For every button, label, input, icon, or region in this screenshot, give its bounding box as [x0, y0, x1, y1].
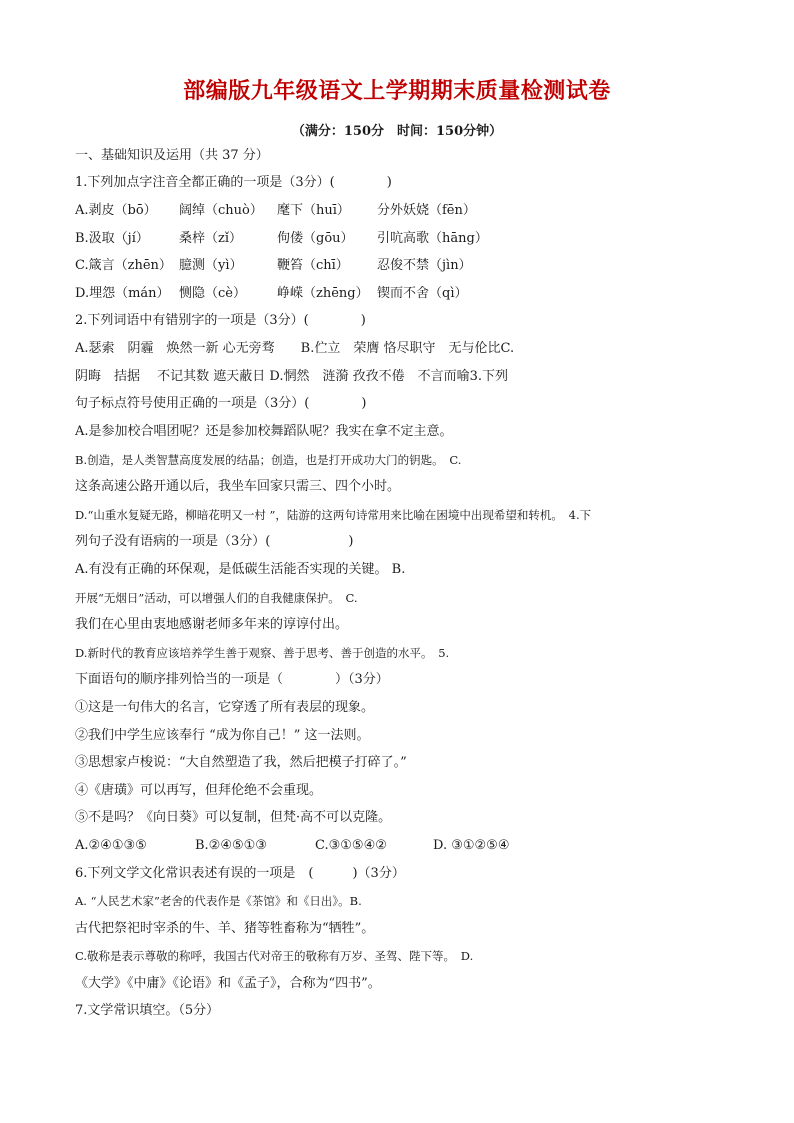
question-6-option-d: 《大学》《中庸》《论语》和《孟子》，合称为“四书”。: [75, 976, 381, 991]
question-3-option-d: D.“山重水复疑无路，柳暗花明又一村 ”，陆游的这两句诗常用来比喻在困境中出现希望和转机。 4.下: [75, 508, 592, 522]
question-6-stem: 6.下列文学文化常识表述有误的一项是 ( )（3分）: [75, 866, 405, 881]
option-item: 恻隐（cè）: [179, 286, 246, 301]
question-5-sentence-2: ②我们中学生应该奉行 “成为你自己！” 这一法则。: [75, 728, 370, 743]
option-item: 峥嵘（zhēng）: [277, 286, 369, 301]
question-2-line-2: 阴晦 拮据 不记其数 遮天蔽日 D.惘然 涟漪 孜孜不倦 不言而喻3.下列: [75, 369, 509, 384]
question-3-option-b: B.创造，是人类智慧高度发展的结晶；创造，也是打开成功大门的钥匙。 C.: [75, 453, 462, 467]
question-4-option-a: A.有没有正确的环保观，是低碳生活能否实现的关键。 B.: [75, 562, 406, 577]
option-item: 引吭高歌（hāng）: [377, 231, 488, 246]
question-4-option-b: 开展“无烟日”活动，可以增强人们的自我健康保护。 C.: [75, 591, 358, 605]
question-5-sentence-5: ⑤不是吗？《向日葵》可以复制，但梵·高不可以克隆。: [75, 810, 392, 825]
question-7-stem: 7.文学常识填空。（5分）: [75, 1003, 220, 1018]
question-4-stem: 列句子没有语病的一项是（3分）( ): [75, 534, 354, 549]
page-subtitle: （满分：150分 时间：150分钟）: [291, 124, 503, 139]
page-title: 部编版九年级语文上学期期末质量检测试卷: [183, 79, 611, 104]
question-4-option-d: D.新时代的教育应该培养学生善于观察、善于思考、善于创造的水平。 5.: [75, 646, 450, 660]
option-item: 臆测（yì）: [179, 258, 243, 273]
option-item: 鞭笞（chī）: [277, 258, 349, 273]
option-item: B.②④⑤①③: [195, 838, 267, 853]
question-3-stem: 句子标点符号使用正确的一项是（3分）( ): [75, 396, 367, 411]
option-item: 分外妖娆（fēn）: [377, 203, 476, 218]
option-item: 佝偻（gōu）: [277, 231, 354, 246]
question-3-option-c: 这条高速公路开通以后，我坐车回家只需三、四个小时。: [75, 479, 401, 494]
option-item: 锲而不舍（qì）: [377, 286, 468, 301]
section-heading: 一、基础知识及运用（共 37 分）: [75, 148, 269, 163]
option-item: A.剥皮（bō）: [75, 203, 157, 218]
option-item: B.汲取（jí）: [75, 231, 149, 246]
question-5-sentence-3: ③思想家卢梭说：“大自然塑造了我，然后把模子打碎了。”: [75, 755, 407, 770]
question-1-option-b: [75, 230, 497, 248]
question-5-options: [75, 837, 510, 855]
question-6-option-b: 古代把祭祀时宰杀的牛、羊、猪等牲畜称为“牺牲”。: [75, 921, 375, 936]
question-5-sentence-1: ①这是一句伟大的名言，它穿透了所有表层的现象。: [75, 700, 375, 715]
option-item: A.②④①③⑤: [75, 838, 147, 853]
question-1-stem: 1.下列加点字注音全都正确的一项是（3分）( ): [75, 175, 392, 190]
option-item: 桑梓（zǐ）: [179, 231, 243, 246]
question-2-stem: 2.下列词语中有错别字的一项是（3分）( ): [75, 313, 366, 328]
question-6-option-a: A. “人民艺术家”老舍的代表作是《茶馆》和《日出》。B.: [75, 894, 362, 908]
question-5-sentence-4: ④《唐璜》可以再写，但拜伦绝不会重现。: [75, 783, 323, 798]
option-item: 阔绰（chuò）: [179, 203, 263, 218]
question-3-option-a: A.是参加校合唱团呢？还是参加校舞蹈队呢？我实在拿不定主意。: [75, 424, 453, 439]
option-item: D.埋怨（mán）: [75, 286, 170, 301]
question-2-line-1: A.瑟索 阴霾 焕然一新 心无旁骛 B.伫立 荣膺 恪尽职守 无与伦比C.: [75, 341, 515, 356]
option-item: 忍俊不禁（jìn）: [377, 258, 472, 273]
question-1-option-a: [75, 202, 497, 220]
option-item: C.③①⑤④②: [315, 838, 387, 853]
question-6-option-c: C.敬称是表示尊敬的称呼，我国古代对帝王的敬称有万岁、圣驾、陛下等。 D.: [75, 949, 474, 963]
option-item: 麾下（huī）: [277, 203, 350, 218]
option-item: C.箴言（zhēn）: [75, 258, 172, 273]
question-4-option-c: 我们在心里由衷地感谢老师多年来的谆谆付出。: [75, 617, 349, 632]
question-5-stem: 下面语句的顺序排列恰当的一项是（ ）（3分）: [75, 672, 389, 687]
option-item: D. ③①②⑤④: [433, 838, 510, 853]
question-1-option-c: [75, 257, 497, 275]
question-1-option-d: [75, 285, 497, 303]
